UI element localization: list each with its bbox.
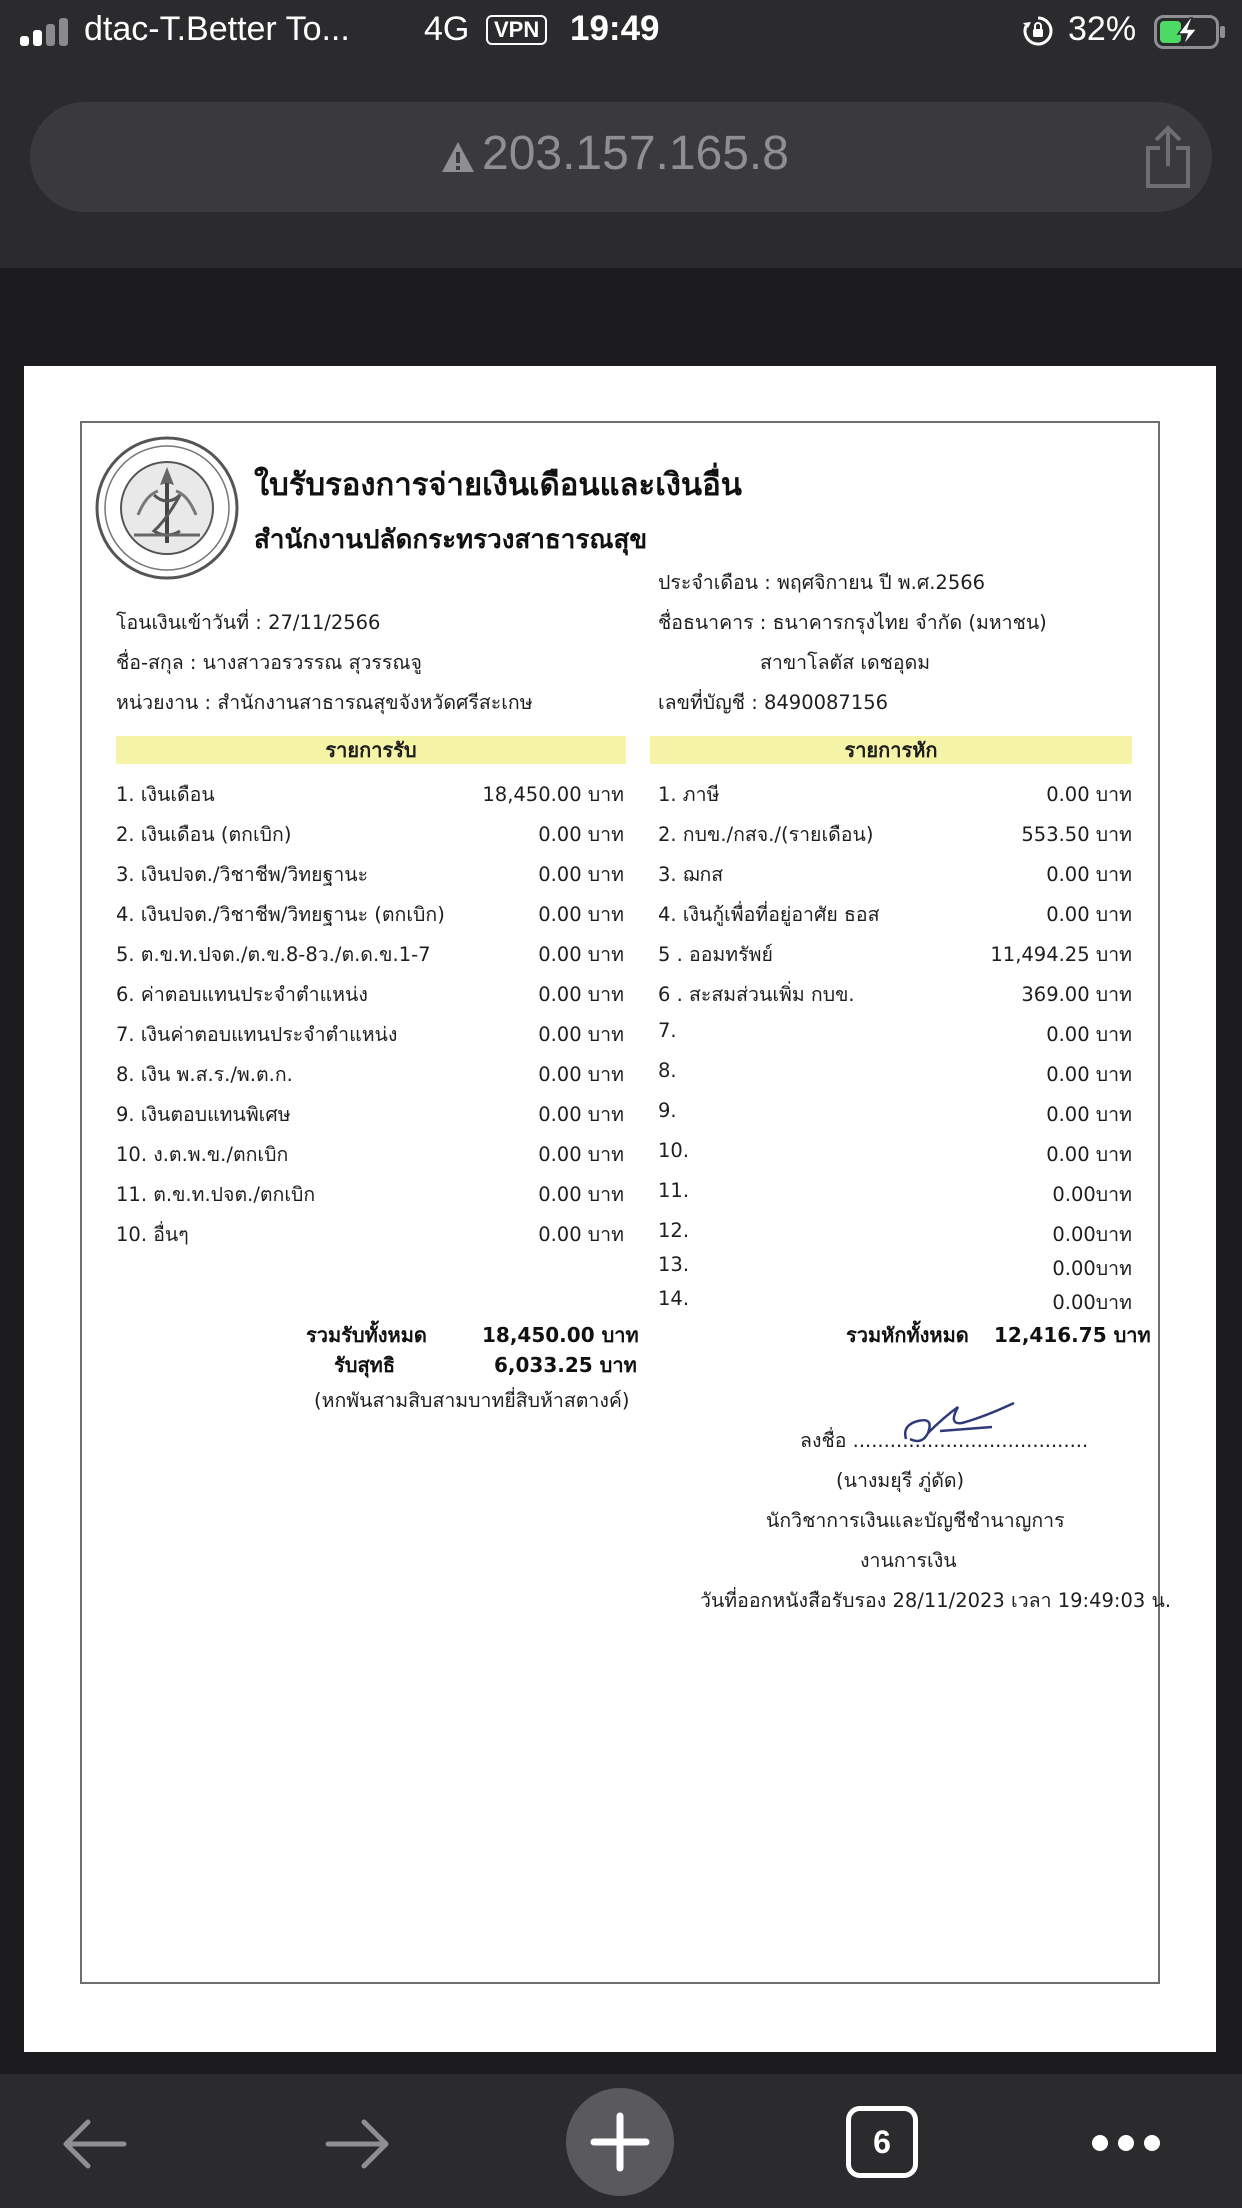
line-item-label: 9. เงินตอบแทนพิเศษ	[116, 1103, 291, 1126]
deductions-header: รายการหัก	[650, 736, 1132, 764]
line-item-label: 4. เงินปจต./วิชาชีพ/วิทยฐานะ (ตกเบิก)	[116, 903, 445, 926]
line-item-row	[116, 979, 624, 1009]
line-item-label: 11.	[658, 1179, 690, 1202]
signer-name: (นางมยุรี ภู่ดัด)	[836, 1469, 965, 1492]
line-item-row	[658, 859, 1132, 889]
line-item-amount: 0.00 บาท	[538, 903, 624, 926]
line-item-amount: 0.00บาท	[1052, 1257, 1132, 1280]
certificate-frame	[80, 421, 1172, 1984]
line-item-amount: 0.00 บาท	[538, 1103, 624, 1126]
line-item-row	[658, 1287, 1132, 1317]
line-item-amount: 0.00 บาท	[1046, 1063, 1132, 1086]
document-page	[24, 366, 1216, 2052]
line-item-label: 10. อื่นๆ	[116, 1223, 189, 1246]
status-time: 19:49	[570, 9, 660, 48]
line-item-row	[116, 779, 624, 809]
bank-name: ชื่อธนาคาร : ธนาคารกรุงไทย จำกัด (มหาชน)	[658, 611, 1047, 634]
line-item-amount: 0.00 บาท	[1046, 863, 1132, 886]
line-item-amount: 0.00 บาท	[538, 823, 624, 846]
line-item-amount: 0.00บาท	[1052, 1183, 1132, 1206]
line-item-amount: 553.50 บาท	[1021, 823, 1132, 846]
page-background	[0, 268, 1242, 366]
line-item-row	[658, 819, 1132, 849]
income-total-label: รวมรับทั้งหมด	[306, 1323, 427, 1347]
line-item-amount: 0.00 บาท	[538, 863, 624, 886]
net-pay-label: รับสุทธิ	[334, 1353, 396, 1377]
line-item-label: 8. เงิน พ.ส.ร./พ.ต.ก.	[116, 1063, 293, 1086]
line-item-amount: 0.00 บาท	[538, 983, 624, 1006]
line-item-amount: 0.00บาท	[1052, 1223, 1132, 1246]
line-item-label: 14.	[658, 1287, 690, 1310]
line-item-label: 7. เงินค่าตอบแทนประจำตำแหน่ง	[116, 1023, 398, 1046]
line-item-amount: 0.00 บาท	[1046, 1023, 1132, 1046]
line-item-label: 3. ฌกส	[658, 863, 724, 886]
deductions-total-label: รวมหักทั้งหมด	[846, 1323, 969, 1347]
share-icon[interactable]	[1140, 124, 1196, 190]
line-item-amount: 0.00 บาท	[538, 1223, 624, 1246]
orientation-lock-icon	[1022, 15, 1054, 47]
line-item-label: 9.	[658, 1099, 677, 1122]
line-item-row	[658, 1019, 1132, 1049]
url-text: 203.157.165.8	[482, 127, 789, 180]
line-item-amount: 11,494.25 บาท	[990, 943, 1132, 966]
net-pay-words: (หกพันสามสิบสามบาทยี่สิบห้าสตางค์)	[314, 1389, 630, 1412]
line-item-label: 13.	[658, 1253, 690, 1276]
line-item-row	[658, 1099, 1132, 1129]
line-item-row	[116, 1059, 624, 1089]
document-subtitle: สำนักงานปลัดกระทรวงสาธารณสุข	[254, 525, 648, 555]
line-item-amount: 0.00 บาท	[1046, 1143, 1132, 1166]
line-item-row	[658, 979, 1132, 1009]
signer-department: งานการเงิน	[860, 1549, 957, 1572]
status-bar	[0, 0, 1242, 62]
battery-charging-icon	[1154, 15, 1226, 49]
line-item-label: 10. ง.ต.พ.ข./ตกเบิก	[116, 1143, 289, 1166]
line-item-amount: 0.00บาท	[1052, 1291, 1132, 1314]
line-item-label: 6 . สะสมส่วนเพิ่ม กบข.	[658, 983, 855, 1006]
line-item-amount: 369.00 บาท	[1021, 983, 1132, 1006]
line-item-row	[116, 1019, 624, 1049]
line-item-row	[658, 939, 1132, 969]
more-dots-icon[interactable]	[1090, 2132, 1162, 2154]
line-item-label: 12.	[658, 1219, 690, 1242]
line-item-row	[658, 1219, 1132, 1249]
line-item-row	[658, 1059, 1132, 1089]
line-item-label: 1. ภาษี	[658, 783, 720, 806]
browser-toolbar	[0, 2074, 1242, 2208]
line-item-amount: 18,450.00 บาท	[482, 783, 624, 806]
line-item-amount: 0.00 บาท	[538, 1143, 624, 1166]
carrier-name: dtac-T.Better To...	[84, 10, 350, 48]
line-item-label: 7.	[658, 1019, 677, 1042]
line-item-label: 1. เงินเดือน	[116, 783, 215, 806]
forward-arrow-icon[interactable]	[322, 2114, 394, 2174]
ministry-seal-icon	[94, 435, 240, 581]
signal-icon	[20, 18, 72, 46]
back-arrow-icon[interactable]	[58, 2114, 130, 2174]
battery-percent: 32%	[1068, 10, 1137, 48]
network-type: 4G	[424, 10, 470, 48]
signer-position: นักวิชาการเงินและบัญชีชำนาญการ	[766, 1509, 1065, 1532]
line-item-label: 5. ต.ข.ท.ปจต./ต.ข.8-8ว./ต.ด.ข.1-7	[116, 943, 431, 966]
line-item-amount: 0.00 บาท	[1046, 903, 1132, 926]
line-item-row	[658, 1179, 1132, 1209]
line-item-amount: 0.00 บาท	[538, 943, 624, 966]
line-item-label: 2. เงินเดือน (ตกเบิก)	[116, 823, 292, 846]
line-item-label: 6. ค่าตอบแทนประจำตำแหน่ง	[116, 983, 368, 1006]
address-bar[interactable]	[30, 102, 1212, 212]
document-title: ใบรับรองการจ่ายเงินเดือนและเงินอื่น	[254, 467, 742, 503]
income-header: รายการรับ	[116, 736, 626, 764]
signature-line: ลงชื่อ ......................................	[800, 1429, 1089, 1452]
account-number: เลขที่บัญชี : 8490087156	[658, 691, 889, 714]
line-item-row	[658, 1253, 1132, 1283]
issue-timestamp: วันที่ออกหนังสือรับรอง 28/11/2023 เวลา 19:49:03 น.	[700, 1589, 1172, 1612]
new-tab-button[interactable]	[566, 2088, 674, 2196]
line-item-label: 11. ต.ข.ท.ปจต./ตกเบิก	[116, 1183, 316, 1206]
handwritten-signature	[900, 1399, 1020, 1445]
line-item-row	[658, 1139, 1132, 1169]
line-item-amount: 0.00 บาท	[538, 1183, 624, 1206]
income-total-value: 18,450.00 บาท	[482, 1323, 639, 1347]
line-item-row	[116, 939, 624, 969]
line-item-label: 10.	[658, 1139, 690, 1162]
line-item-amount: 0.00 บาท	[538, 1063, 624, 1086]
new-tab-plus-icon	[566, 2088, 674, 2196]
line-item-row	[116, 819, 624, 849]
transfer-date: โอนเงินเข้าวันที่ : 27/11/2566	[116, 611, 381, 634]
line-item-row	[116, 1219, 624, 1249]
line-item-amount: 0.00 บาท	[538, 1023, 624, 1046]
line-item-row	[658, 779, 1132, 809]
vpn-badge: VPN	[486, 15, 547, 45]
warning-icon	[440, 140, 476, 174]
line-item-label: 8.	[658, 1059, 677, 1082]
employee-agency: หน่วยงาน : สำนักงานสาธารณสุขจังหวัดศรีสะเกษ	[116, 691, 533, 714]
net-pay-value: 6,033.25 บาท	[494, 1353, 637, 1377]
pay-month: ประจำเดือน : พฤศจิกายน ปี พ.ศ.2566	[658, 571, 986, 594]
line-item-row	[116, 899, 624, 929]
line-item-row	[116, 1139, 624, 1169]
line-item-row	[116, 859, 624, 889]
line-item-row	[116, 1099, 624, 1129]
tab-count-button[interactable]: 6	[846, 2106, 918, 2178]
line-item-label: 2. กบข./กสจ./(รายเดือน)	[658, 823, 874, 846]
line-item-label: 3. เงินปจต./วิชาชีพ/วิทยฐานะ	[116, 863, 369, 886]
line-item-amount: 0.00 บาท	[1046, 1103, 1132, 1126]
bank-branch: สาขาโลตัส เดชอุดม	[760, 651, 931, 674]
deductions-total-value: 12,416.75 บาท	[994, 1323, 1151, 1347]
line-item-label: 4. เงินกู้เพื่อที่อยู่อาศัย ธอส	[658, 903, 880, 926]
line-item-row	[116, 1179, 624, 1209]
line-item-row	[658, 899, 1132, 929]
browser-address-area	[0, 62, 1242, 268]
employee-name: ชื่อ-สกุล : นางสาวอรวรรณ สุวรรณจู	[116, 651, 422, 674]
line-item-label: 5 . ออมทรัพย์	[658, 943, 773, 966]
line-item-amount: 0.00 บาท	[1046, 783, 1132, 806]
